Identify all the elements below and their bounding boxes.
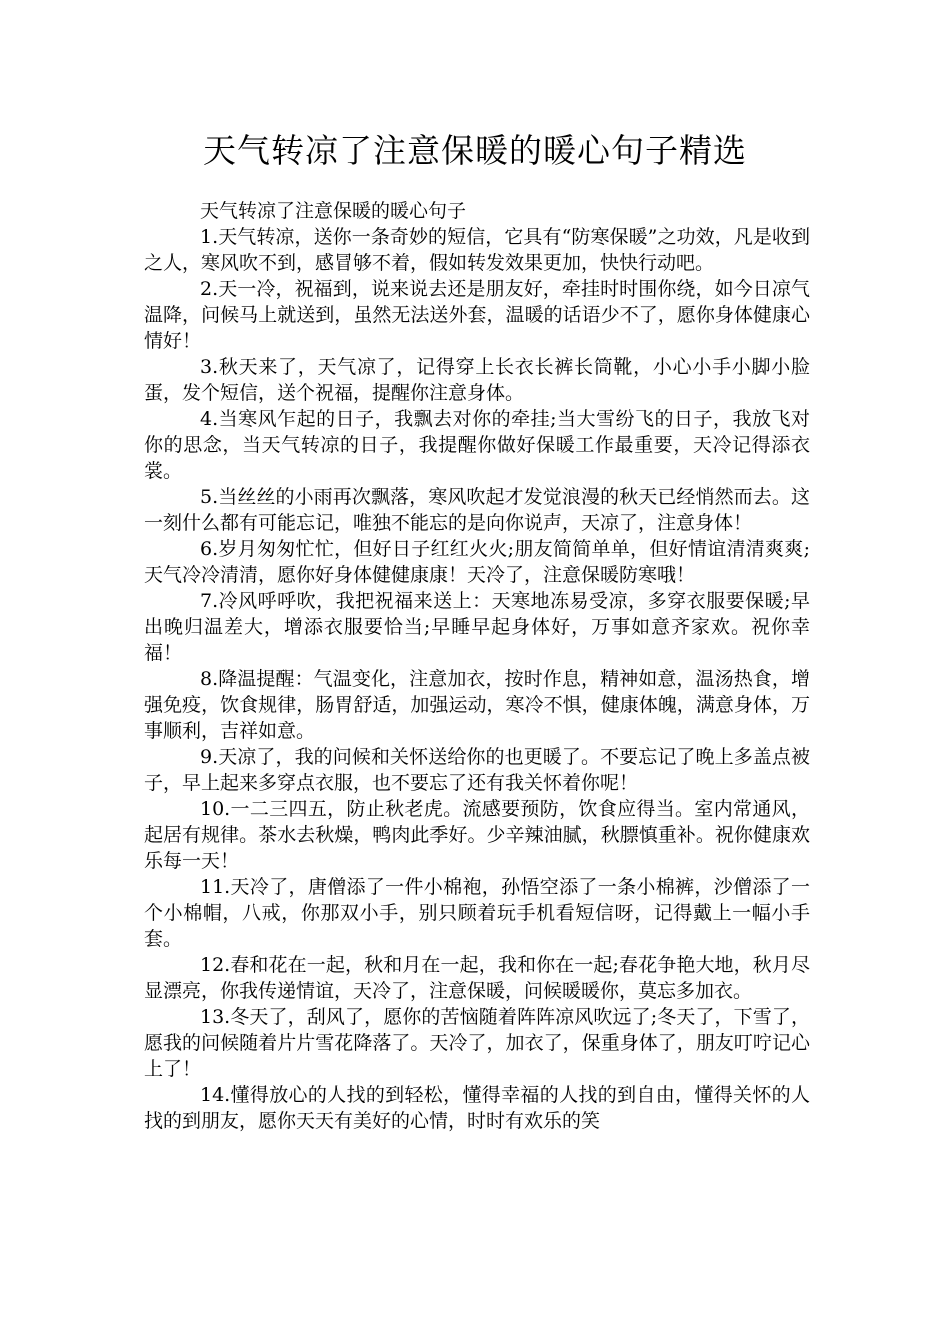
paragraph-8: 8.降温提醒：气温变化，注意加衣，按时作息，精神如意，温汤热食，增强免疫，饮食规律，肠胃舒适，加强运动，寒冷不惧，健康体魄，满意身体，万事顺利，吉祥如意。 <box>144 668 810 742</box>
page-title: 天气转凉了注意保暖的暖心句子精选 <box>203 131 747 170</box>
paragraph-7: 7.冷风呼呼吹，我把祝福来送上：天寒地冻易受凉，多穿衣服要保暖;早出晚归温差大，增添衣服要恰当;早睡早起身体好，万事如意齐家欢。祝你幸福！ <box>144 590 810 664</box>
section-heading: 天气转凉了注意保暖的暖心句子 <box>200 200 467 222</box>
document-body <box>144 198 810 1134</box>
paragraph-13: 13.冬天了，刮风了，愿你的苦恼随着阵阵凉风吹远了;冬天了，下雪了，愿我的问候随着片片雪花降落了。天冷了，加衣了，保重身体了，朋友叮咛记心上了！ <box>144 1006 810 1080</box>
paragraph-2: 2.天一冷，祝福到，说来说去还是朋友好，牵挂时时围你绕，如今日凉气温降，问候马上就送到，虽然无法送外套，温暖的话语少不了，愿你身体健康心情好！ <box>144 278 810 352</box>
paragraph-5: 5.当丝丝的小雨再次飘落，寒风吹起才发觉浪漫的秋天已经悄然而去。这一刻什么都有可能忘记，唯独不能忘的是向你说声，天凉了，注意身体！ <box>144 486 810 534</box>
paragraph-9: 9.天凉了，我的问候和关怀送给你的也更暖了。不要忘记了晚上多盖点被子，早上起来多穿点衣服，也不要忘了还有我关怀着你呢！ <box>144 746 810 794</box>
paragraph-12: 12.春和花在一起，秋和月在一起，我和你在一起;春花争艳大地，秋月尽显漂亮，你我传递情谊，天冷了，注意保暖，问候暖暖你，莫忘多加衣。 <box>144 954 810 1002</box>
paragraph-3: 3.秋天来了，天气凉了，记得穿上长衣长裤长筒靴，小心小手小脚小脸蛋，发个短信，送个祝福，提醒你注意身体。 <box>144 356 810 404</box>
paragraph-1: 1.天气转凉，送你一条奇妙的短信，它具有“防寒保暖”之功效，凡是收到之人，寒风吹不到，感冒够不着，假如转发效果更加，快快行动吧。 <box>144 226 810 274</box>
paragraph-14: 14.懂得放心的人找的到轻松，懂得幸福的人找的到自由，懂得关怀的人找的到朋友，愿你天天有美好的心情，时时有欢乐的笑 <box>144 1084 810 1132</box>
paragraph-4: 4.当寒风乍起的日子，我飘去对你的牵挂;当大雪纷飞的日子，我放飞对你的思念，当天气转凉的日子，我提醒你做好保暖工作最重要，天冷记得添衣裳。 <box>144 408 810 482</box>
paragraph-11: 11.天冷了，唐僧添了一件小棉袍，孙悟空添了一条小棉裤，沙僧添了一个小棉帽，八戒，你那双小手，别只顾着玩手机看短信呀，记得戴上一幅小手套。 <box>144 876 810 950</box>
paragraph-6: 6.岁月匆匆忙忙，但好日子红红火火;朋友简简单单，但好情谊清清爽爽;天气冷冷清清，愿你好身体健健康康！天冷了，注意保暖防寒哦！ <box>144 538 810 586</box>
paragraph-10: 10.一二三四五，防止秋老虎。流感要预防，饮食应得当。室内常通风，起居有规律。茶水去秋燥，鸭肉此季好。少辛辣油腻，秋膘慎重补。祝你健康欢乐每一天！ <box>144 798 810 872</box>
